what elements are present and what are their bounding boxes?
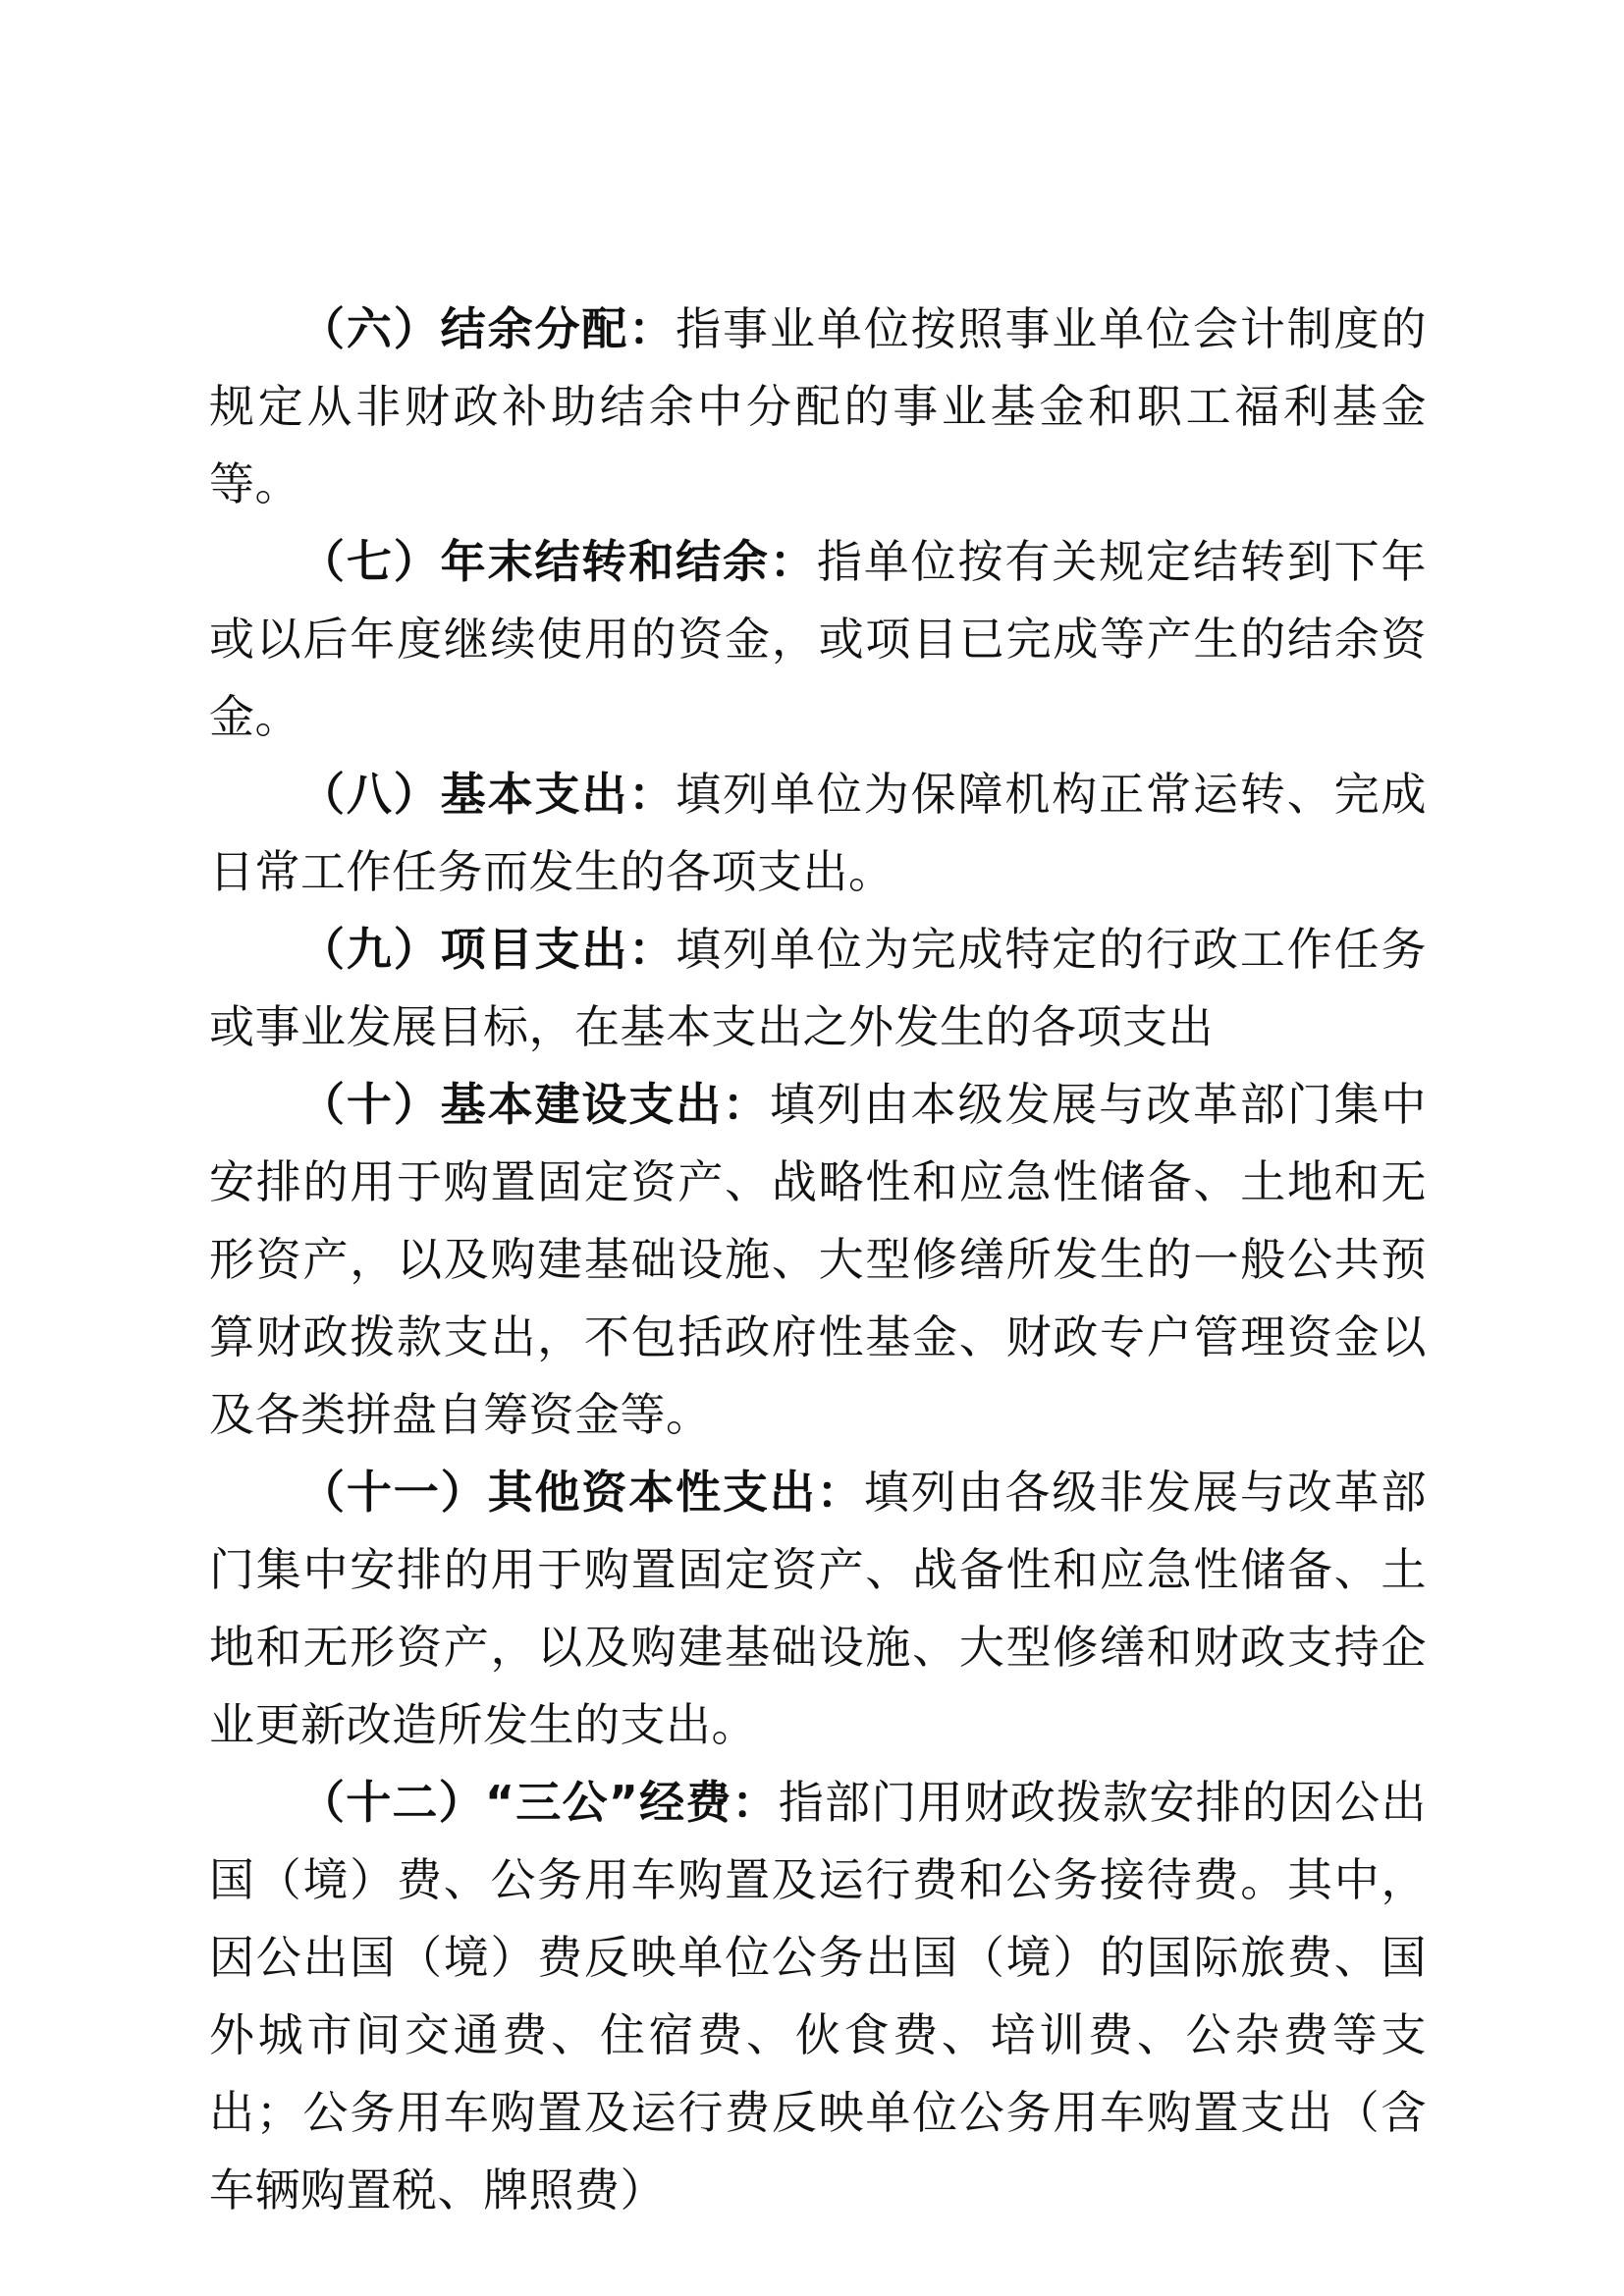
term-year-end-carryover: （七）年末结转和结余： — [299, 535, 817, 588]
paragraph-basic-expenditure — [209, 756, 1427, 911]
paragraph-surplus-distribution — [209, 291, 1427, 523]
paragraph-capital-construction — [209, 1066, 1427, 1454]
term-capital-construction: （十）基本建设支出： — [299, 1078, 770, 1131]
term-basic-expenditure: （八）基本支出： — [299, 768, 677, 821]
paragraph-other-capital-expenditure — [209, 1454, 1427, 1764]
document-body — [209, 291, 1427, 2229]
definition-three-public-expenses: 指部门用财政拨款安排的因公出国（境）费、公务用车购置及运行费和公务接待费。其中，因公出国（境）费反映单位公务出国（境）的国际旅费、国外城市间交通费、住宿费、伙食费、培训费、公杂费等支出；公务用车购置及运行费反映单位公务用车购置支出（含车辆购置税、牌照费） — [209, 1776, 1428, 2216]
term-three-public-expenses: （十二）“三公”经费： — [299, 1776, 779, 1829]
definition-project-expenditure: 填列单位为完成特定的行政工作任务或事业发展目标，在基本支出之外发生的各项支出 — [209, 923, 1428, 1053]
definition-surplus-distribution: 指事业单位按照事业单位会计制度的规定从非财政补助结余中分配的事业基金和职工福利基金等。 — [209, 302, 1428, 510]
paragraph-three-public-expenses — [209, 1764, 1427, 2229]
definition-capital-construction: 填列由本级发展与改革部门集中安排的用于购置固定资产、战略性和应急性储备、土地和无形资产，以及购建基础设施、大型修缮所发生的一般公共预算财政拨款支出，不包括政府性基金、财政专户管理资金以及各类拼盘自筹资金等。 — [209, 1078, 1428, 1441]
term-surplus-distribution: （六）结余分配： — [299, 302, 677, 355]
term-other-capital-expenditure: （十一）其他资本性支出： — [299, 1466, 864, 1519]
term-project-expenditure: （九）项目支出： — [299, 923, 677, 976]
definition-basic-expenditure: 填列单位为保障机构正常运转、完成日常工作任务而发生的各项支出。 — [209, 768, 1428, 898]
paragraph-year-end-carryover — [209, 523, 1427, 756]
definition-other-capital-expenditure: 填列由各级非发展与改革部门集中安排的用于购置固定资产、战备性和应急性储备、土地和无形资产，以及购建基础设施、大型修缮和财政支持企业更新改造所发生的支出。 — [209, 1466, 1428, 1751]
paragraph-project-expenditure — [209, 911, 1427, 1066]
definition-year-end-carryover: 指单位按有关规定结转到下年或以后年度继续使用的资金，或项目已完成等产生的结余资金。 — [209, 535, 1428, 743]
